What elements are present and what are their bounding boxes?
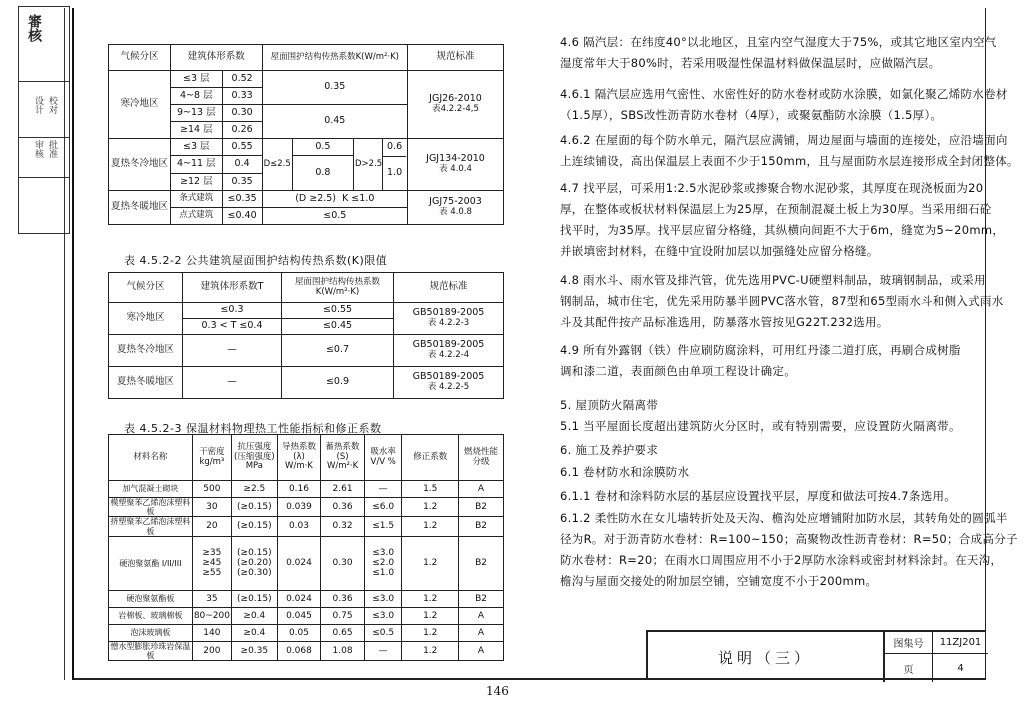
t3-cell: A [459,607,504,624]
t1-cell [262,191,407,208]
t1-cell: 条式建筑 [171,191,223,208]
t3-cell: ≤3.0 [364,607,402,624]
t2-std-code: GB50189-2005 [412,371,485,383]
note-line: 4.6.1 隔汽层应选用气密性、水密性好的防水卷材或防水涂膜，如氯化聚乙烯防水卷材 [560,87,1008,101]
t3-cell: ≤6.0 [364,498,402,517]
t2-std-ref: 表 4.2.2-3 [427,318,470,329]
t1-standard-cold [408,71,504,139]
t1-standard-hscw [408,139,504,191]
t1-cell: 0.30 [222,105,262,122]
t3-cell: (≥0.15) [231,517,277,536]
note-line: 厚，在整体或板状材料保温层上为25厚，在预制混凝土板上为30厚。当采用细石砼 [560,202,992,216]
t2-zone-hsww: 夏热冬暖地区 [109,367,183,399]
t2-std-ref: 表 4.2.2-4 [427,350,470,361]
t3-material-name: 泡沫玻璃板 [109,624,193,641]
t3-cell: A [459,624,504,641]
t3-material-name: 硬泡聚氨酯板 [109,590,193,607]
atlas-number: 11ZJ201 [932,632,988,654]
t2-cell: ≤0.9 [282,367,394,399]
t3-cell: 0.36 [321,498,365,517]
binding-line-inner [64,8,65,680]
t1-header-shape: 建筑体形系数 [171,45,263,71]
t1-d2: D>2.5 [355,139,383,190]
t3-cell: 0.068 [277,641,321,660]
t3-cell: (≥0.15) [231,498,277,517]
t3-cell: 1.2 [402,624,459,641]
t3-cell: 1.08 [321,641,365,660]
t1-std-code: JGJ134-2010 [426,153,485,165]
binding-label-check: 校对 [47,96,57,114]
note-line: 湿度常年大于80%时，若采用吸湿性保温材料做保温层时，应做隔汽层。 [560,56,941,70]
t2-header-k: 屋面围护结构传热系数K(W/m²·K) [282,273,394,303]
note-line: 径为R。对于沥青防水卷材：R=100~150；高聚物改性沥青卷材：R=50；合成高分子 [560,532,1018,546]
approval-seal: 審核 [26,14,42,42]
t1-cell: 4~8 层 [171,88,223,105]
t1-std-code: JGJ75-2003 [429,196,482,208]
table-insulation-materials [108,434,504,661]
sheet-title: 说明（三） [648,632,884,682]
t3-cell: — [364,641,402,660]
t1-cell: 0.35 [222,174,262,191]
note-line: 4.9 所有外露钢（铁）件应刷防腐涂料，可用红丹漆二道打底，再刷合成树脂 [560,343,961,357]
t3-header: 蓄热系数(S) W/m²·K [321,435,365,481]
page-number: 146 [486,684,509,698]
t2-header-shape: 建筑体形系数T [183,273,282,303]
t1-k2 [383,139,406,190]
t1-kb: K ≤1.0 [342,192,375,204]
t1-cell: ≥12 层 [171,174,223,191]
binding-label-design: 设计 [33,96,43,114]
t3-cell: ≤1.5 [364,517,402,536]
t1-cell: 0.8 [292,156,353,191]
t1-cell: D≤2.5 [262,139,292,191]
t1-std-ref: 表4.2.2-4,5 [432,104,479,115]
table-row [109,517,504,536]
t1-std-code: JGJ26-2010 [429,93,482,105]
t3-cell: 0.65 [321,624,365,641]
t3-material-name: 挤塑聚苯乙烯泡沫塑料板 [110,517,191,536]
t3-cell: 0.16 [277,481,321,498]
t1-k2-a: 0.6 [383,139,406,157]
t2-standard-cold [394,303,504,335]
t3-cell: ≥0.4 [231,607,277,624]
note-line: 4.6 隔汽层：在纬度40°以北地区，且室内空气湿度大于75%，或其它地区室内空气 [560,35,997,49]
t3-cell: (≥0.15) [231,590,277,607]
t1-ka: (D ≥2.5) [295,192,337,204]
t3-cell: 0.05 [277,624,321,641]
t3-cell: 1.5 [402,481,459,498]
t1-header-zone: 气候分区 [109,45,171,71]
table3-caption: 表 4.5.2-3 保温材料物理热工性能指标和修正系数 [124,422,382,435]
t3-header: 材料名称 [109,435,193,481]
t1-cell: ≤0.35 [222,191,262,208]
t3-cell: 0.039 [277,498,321,517]
t2-std-code: GB50189-2005 [412,339,485,351]
t1-header-k: 屋面围护结构传热系数K(W/m²·K) [262,45,407,71]
note-line: 5. 屋顶防火隔离带 [560,398,659,412]
t2-std-ref: 表 4.2.2-5 [427,382,470,393]
t3-cell: 2.61 [321,481,365,498]
t1-cell: 0.55 [222,139,262,156]
page-label: 页 [884,654,932,682]
note-line: 檐沟与屋面交接处的附加层空铺，空铺宽度不小于200mm。 [560,574,878,588]
atlas-label: 图集号 [884,632,932,654]
t3-cell: 200 [192,641,231,660]
note-line: 4.8 雨水斗、雨水管及排汽管，优先选用PVC-U硬塑料制品，玻璃钢制品，或采用 [560,273,986,287]
t1-cell-split [354,139,408,191]
note-line: 6.1.1 卷材和涂料防水层的基层应设置找平层，厚度和做法可按4.7条选用。 [560,489,957,503]
title-block [646,630,986,680]
t2-cell: 0.3 < T ≤0.4 [183,319,282,335]
t1-cell: 0.5 [292,139,353,156]
note-line: 6.1.2 柔性防水在女儿墙转折处及天沟、檐沟处应增铺附加防水层，其转角处的圆弧半 [560,511,1008,525]
t3-cell: ≤3.0 ≤2.0 ≤1.0 [364,536,402,590]
t1-cell: ≥14 层 [171,122,223,139]
t3-header: 修正系数 [402,435,459,481]
t3-cell: 1.2 [402,607,459,624]
t3-cell: 0.045 [277,607,321,624]
note-line: 5.1 当平屋面长度超出建筑防火分区时，或有特别需要，应设置防火隔离带。 [560,419,961,433]
t3-cell: B2 [459,517,504,536]
table-row [109,624,504,641]
t1-cell: ≤0.5 [262,208,407,225]
t3-cell: A [459,481,504,498]
t1-split-wrap [355,139,406,190]
t3-header: 抗压强度(压缩强度) MPa [231,435,277,481]
t2-cell: ≤0.55 [282,303,394,319]
t2-std-code: GB50189-2005 [412,307,485,319]
t3-cell: 1.2 [402,498,459,517]
t3-cell: A [459,641,504,660]
t3-cell: — [364,481,402,498]
t1-cell: 0.26 [222,122,262,139]
t3-material-name: 硬泡聚氨酯 I/II/III [109,536,193,590]
t3-header: 吸水率 V/V % [364,435,402,481]
t1-cell: 0.45 [262,105,407,139]
t1-cell: ≤3 层 [171,139,223,156]
t1-cell: 9~13 层 [171,105,223,122]
t1-cell: ≤0.40 [222,208,262,225]
t2-cell: — [183,367,282,399]
table-row [109,641,504,660]
t3-cell: 1.2 [402,641,459,660]
note-line: 6. 施工及养护要求 [560,443,659,457]
t3-material-name: 加气混凝土砌块 [109,481,193,498]
t1-std-ref: 表 4.0.4 [439,164,472,175]
t3-cell: (≥0.15) (≥0.20) (≥0.30) [231,536,277,590]
t3-cell: ≤0.5 [364,624,402,641]
t3-cell: 0.03 [277,517,321,536]
t2-standard-hsww [394,367,504,399]
note-line: 6.1 卷材防水和涂膜防水 [560,465,690,479]
t3-cell: 0.32 [321,517,365,536]
note-line: 上连续铺设，高出保温层上表面不少于150mm，且与屋面防水层连接形成全封闭整体。 [560,154,1019,168]
table-row [109,536,504,590]
t2-header-zone: 气候分区 [109,273,183,303]
note-line: 钢制品，城市住宅，优先采用防暴半圆PVC落水管，87型和65型雨水斗和侧入式雨水 [560,294,1004,308]
t3-cell: 30 [192,498,231,517]
t2-cell: ≤0.45 [282,319,394,335]
t1-cell: 0.52 [222,71,262,88]
t3-cell: 0.024 [277,536,321,590]
t3-cell: B2 [459,590,504,607]
note-line: 斗及其配件按产品标准选用，防暴落水管按见G22T.232选用。 [560,315,889,329]
t2-zone-cold: 寒冷地区 [109,303,183,335]
t3-cell: 1.2 [402,536,459,590]
t3-cell: 140 [192,624,231,641]
t3-material-name: 憎水型膨胀珍珠岩保温板 [110,641,191,660]
note-line: 4.6.2 在屋面的每个防水单元，隔汽层应满铺，周边屋面与墙面的连接处，应沿墙面向 [560,133,1008,147]
t3-cell: ≥0.4 [231,624,277,641]
t1-cell: ≤3 层 [171,71,223,88]
t1-zone-cold: 寒冷地区 [109,71,171,139]
t3-material-name: 岩棉板、玻璃棉板 [109,607,193,624]
table2-caption: 表 4.5.2-2 公共建筑屋面围护结构传热系数(K)限值 [124,254,388,267]
t1-zone-hsww: 夏热冬暖地区 [109,191,171,225]
t1-cell: 点式建筑 [171,208,223,225]
binding-label-review: 审核 [33,140,43,158]
t1-standard-hsww [408,191,504,225]
table-public-roof-k [108,272,504,399]
t2-cell: — [183,335,282,367]
table-residential-roof-k [108,44,504,225]
t1-zone-hscw: 夏热冬冷地区 [109,139,171,191]
t2-standard-hscw [394,335,504,367]
table-row [109,590,504,607]
t3-cell: 1.2 [402,517,459,536]
t2-cell: ≤0.3 [183,303,282,319]
table-row [109,607,504,624]
t3-cell: 35 [192,590,231,607]
t3-cell: ≥0.35 [231,641,277,660]
t1-k2-b: 1.0 [387,166,403,178]
t1-cell: 0.33 [222,88,262,105]
note-line: 调和漆二道，表面颜色由单项工程设计确定。 [560,364,796,378]
t1-std-ref: 表 4.0.8 [439,207,472,218]
t1-cell: 0.4 [222,156,262,174]
binding-label-approve: 批准 [47,140,57,158]
t1-header-standard: 规范标准 [408,45,504,71]
t2-zone-hscw: 夏热冬冷地区 [109,335,183,367]
t3-cell: 0.36 [321,590,365,607]
t3-header: 干密度 kg/m³ [192,435,231,481]
t3-cell: 500 [192,481,231,498]
t3-cell: 0.75 [321,607,365,624]
note-line: 并嵌填密封材料，在缝中宜设附加层以加强缝处应留分格缝。 [560,244,879,258]
t3-header: 燃烧性能分级 [459,435,504,481]
note-line: 防水卷材：R=20；在雨水口周围应用不小于2厚防水涂料或密封材料涂封。在天沟， [560,553,1003,567]
t3-cell: 1.2 [402,590,459,607]
t1-cell: 0.35 [262,71,407,105]
t2-cell: ≤0.7 [282,335,394,367]
note-line: 4.7 找平层，可采用1:2.5水泥砂浆或掺聚合物水泥砂浆，其厚度在现浇板面为20 [560,181,984,195]
t3-cell: 0.30 [321,536,365,590]
page-value: 4 [932,654,988,682]
t3-cell: B2 [459,498,504,517]
t2-header-standard: 规范标准 [394,273,504,303]
t3-header: 导热系数(λ) W/m·K [277,435,321,481]
t3-cell: ≥35 ≥45 ≥55 [192,536,231,590]
t3-cell: 20 [192,517,231,536]
table-row [109,498,504,517]
t1-cell: 4~11 层 [171,156,223,174]
t3-cell: B2 [459,536,504,590]
t3-material-name: 模塑聚苯乙烯泡沫塑料板 [110,498,191,517]
t3-cell: ≥2.5 [231,481,277,498]
note-line: 找平时，为35厚。找平层应留分格缝，其纵横向间距不大于6m，缝宽为5~20mm， [560,223,1005,237]
t3-cell: 0.024 [277,590,321,607]
t3-cell: 80~200 [192,607,231,624]
t3-cell: ≤3.0 [364,590,402,607]
note-line: （1.5厚），SBS改性沥青防水卷材（4厚），或聚氨酯防水涂膜（1.5厚）。 [560,108,943,122]
table-row [109,481,504,498]
